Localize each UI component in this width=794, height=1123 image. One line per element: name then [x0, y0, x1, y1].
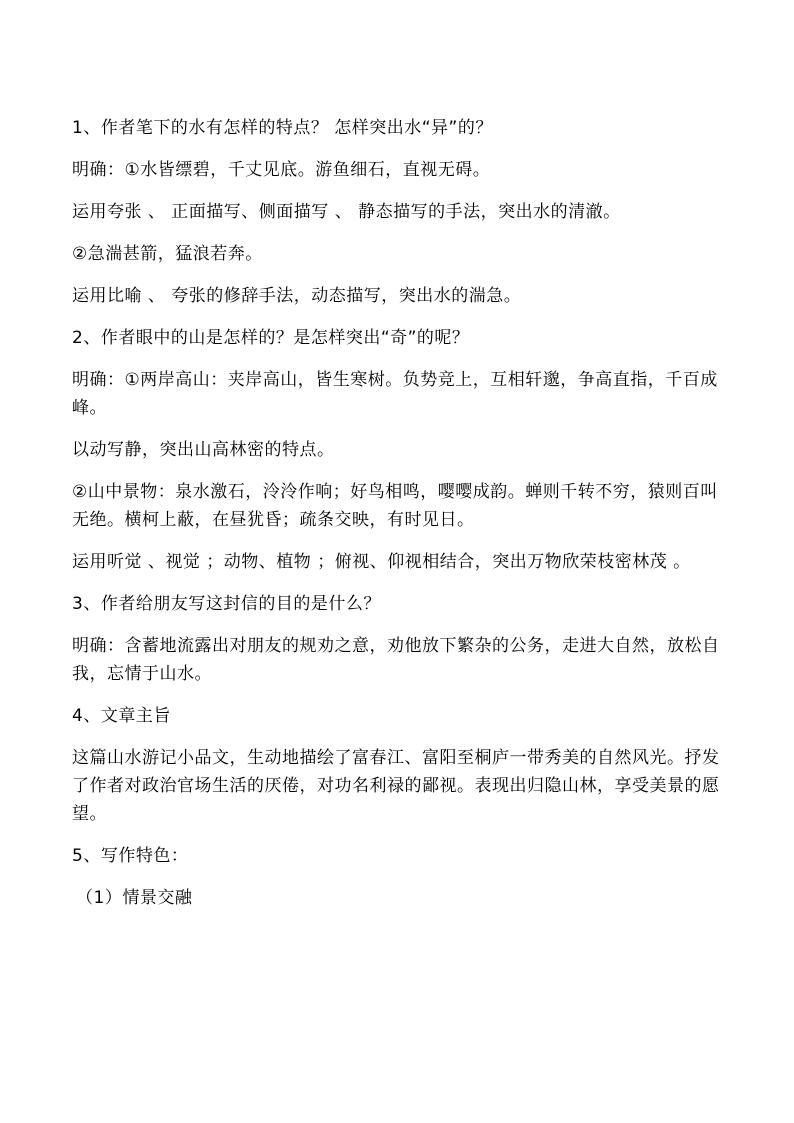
question-2-heading: 2、作者眼中的山是怎样的？是怎样突出“奇”的呢？ [72, 328, 470, 348]
question-1-heading: 1、作者笔下的水有怎样的特点？ 怎样突出水“异”的？ [72, 118, 493, 138]
section-4-theme: 这篇山水游记小品文，生动地描绘了富春江、富阳至桐庐一带秀美的自然风光。抒发了作者对政治官场生活的厌倦，对功名利禄的鄙视。表现出归隐山林，享受美景的愿望。 [72, 748, 720, 824]
answer-1-technique-rapid: 运用比喻 、 夸张的修辞手法，动态描写，突出水的湍急。 [72, 286, 522, 306]
answer-2-mountains: 明确：①两岸高山：夹岸高山，皆生寒树。负势竞上，互相轩邈，争高直指，千百成峰。 [72, 370, 718, 418]
section-5-item-1: （1）情景交融 [76, 888, 193, 908]
section-5-heading: 5、写作特色： [72, 846, 189, 866]
answer-2-technique-scenery: 运用听觉 、视觉 ；动物、植物 ；俯视、仰视相结合，突出万物欣荣枝密林茂 。 [72, 552, 691, 572]
section-4-heading: 4、文章主旨 [72, 706, 171, 726]
answer-1-water-clear: 明确：①水皆缥碧，千丈见底。游鱼细石，直视无碍。 [72, 160, 491, 180]
answer-3: 明确：含蓄地流露出对朋友的规劝之意，劝他放下繁杂的公务，走进大自然，放松自我，忘情于山水。 [72, 636, 720, 684]
answer-2-technique-mountains: 以动写静，突出山高林密的特点。 [72, 440, 335, 460]
answer-2-scenery: ②山中景物：泉水激石，泠泠作响；好鸟相鸣，嘤嘤成韵。蝉则千转不穷，猿则百叫无绝。横柯上蔽，在昼犹昏；疏条交映，有时见日。 [72, 482, 718, 530]
answer-1-technique-clear: 运用夸张 、 正面描写、侧面描写 、 静态描写的手法，突出水的清澈。 [72, 202, 621, 222]
document-body [72, 114, 732, 926]
answer-1-water-rapid: ②急湍甚箭，猛浪若奔。 [72, 244, 263, 264]
question-3-heading: 3、作者给朋友写这封信的目的是什么？ [72, 594, 381, 614]
